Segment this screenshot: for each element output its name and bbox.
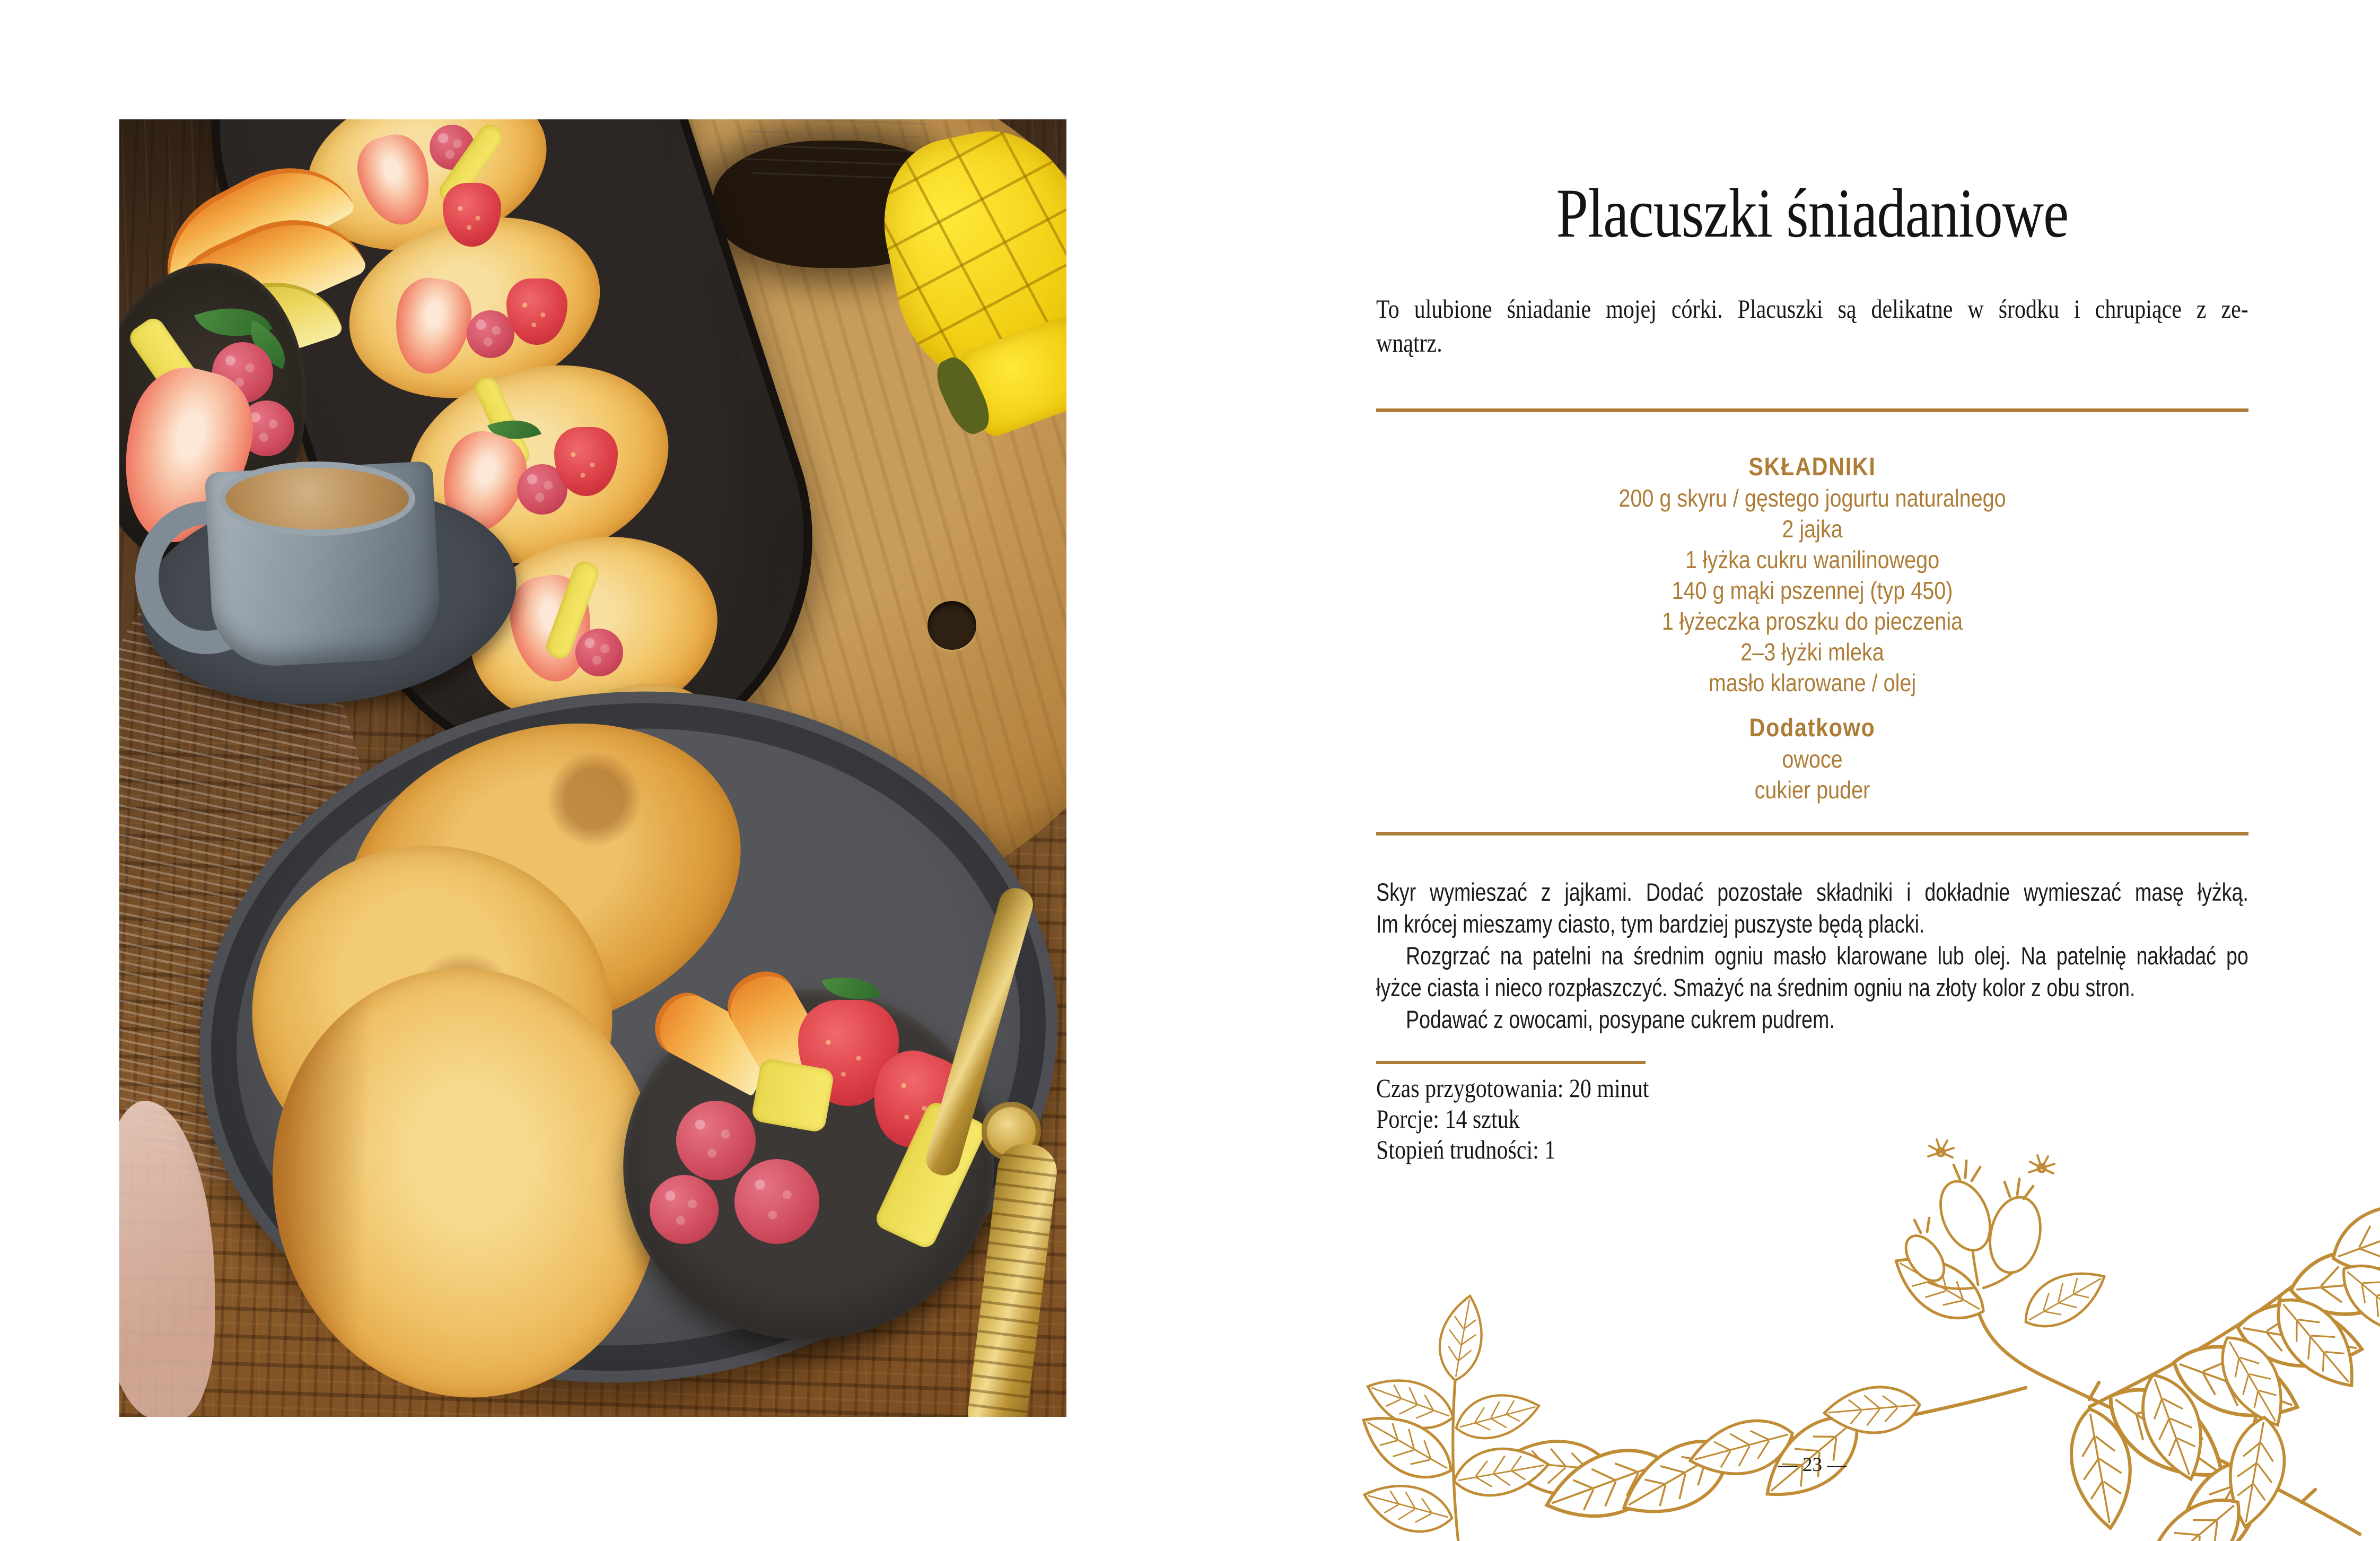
instructions-section (1376, 876, 2248, 1035)
recipe-intro (1376, 292, 2248, 360)
ingredient-item: 140 g mąki pszennej (typ 450) (1672, 577, 1953, 604)
ingredient-item: 1 łyżeczka proszku do pieczenia (1661, 607, 1963, 635)
difficulty: Stopień trudności: 1 (1376, 1135, 1556, 1164)
coffee-surface (219, 462, 415, 536)
page-number: — 23 — (1778, 1454, 1847, 1476)
recipe-photo (119, 119, 1066, 1417)
mango-cube (751, 1058, 835, 1133)
instruction-line: Skyr wymieszać z jajkami. Dodać pozostałe składniki i dokładnie wymieszać masę łyżką. (1376, 878, 2248, 906)
intro-line: To ulubione śniadanie mojej córki. Placuszki są delikatne w środku i chrupiące z ze- (1376, 294, 2248, 324)
ingredient-item: 200 g skyru / gęstego jogurtu naturalnego (1618, 484, 2006, 512)
raspberry (734, 1159, 819, 1244)
ingredients-section (1376, 452, 2248, 805)
additional-item: owoce (1782, 745, 1843, 773)
leaf-sprig (1351, 1292, 1552, 1541)
ingredient-item: 1 łyżka cukru wanilinowego (1685, 546, 1940, 573)
instruction-line: Podawać z owocami, posypane cukrem pudrem. (1406, 1005, 1835, 1033)
raspberry (575, 629, 623, 676)
raspberry (676, 1101, 756, 1180)
divider-bottom (1376, 832, 2248, 835)
prep-time: Czas przygotowania: 20 minut (1376, 1073, 1649, 1103)
ingredients-header: SKŁADNIKI (1748, 453, 1876, 481)
divider-meta (1376, 1061, 1646, 1064)
instruction-line: Im krócej mieszamy ciasto, tym bardziej puszyste będą placki. (1376, 910, 1925, 938)
rose-hips (1898, 1139, 2054, 1289)
page-title: Placuszki śniadaniowe (1556, 174, 2069, 252)
raspberry (650, 1175, 719, 1244)
branch-leaves (1499, 1188, 2380, 1541)
portions: Porcje: 14 sztuk (1376, 1104, 1520, 1134)
divider-top (1376, 408, 2248, 412)
ingredient-item: 2 jajka (1782, 515, 1843, 543)
ingredient-item: 2–3 łyżki mleka (1740, 638, 1884, 666)
ingredient-item: masło klarowane / olej (1708, 669, 1917, 697)
intro-line: wnątrz. (1376, 328, 1442, 358)
instruction-line: łyżce ciasta i nieco rozpłaszczyć. Smażyć na średnim ogniu na złoty kolor z obu stron. (1376, 973, 2136, 1002)
spacer (1376, 698, 2248, 713)
board-handle-hole (928, 601, 976, 650)
instruction-line: Rozgrzać na patelni na średnim ogniu masło klarowane lub olej. Na patelnię nakładać po (1406, 942, 2248, 970)
raspberry (467, 310, 514, 358)
additional-item: cukier puder (1754, 776, 1870, 804)
additional-header: Dodatkowo (1749, 714, 1876, 742)
botanical-illustration (1347, 1110, 2380, 1541)
